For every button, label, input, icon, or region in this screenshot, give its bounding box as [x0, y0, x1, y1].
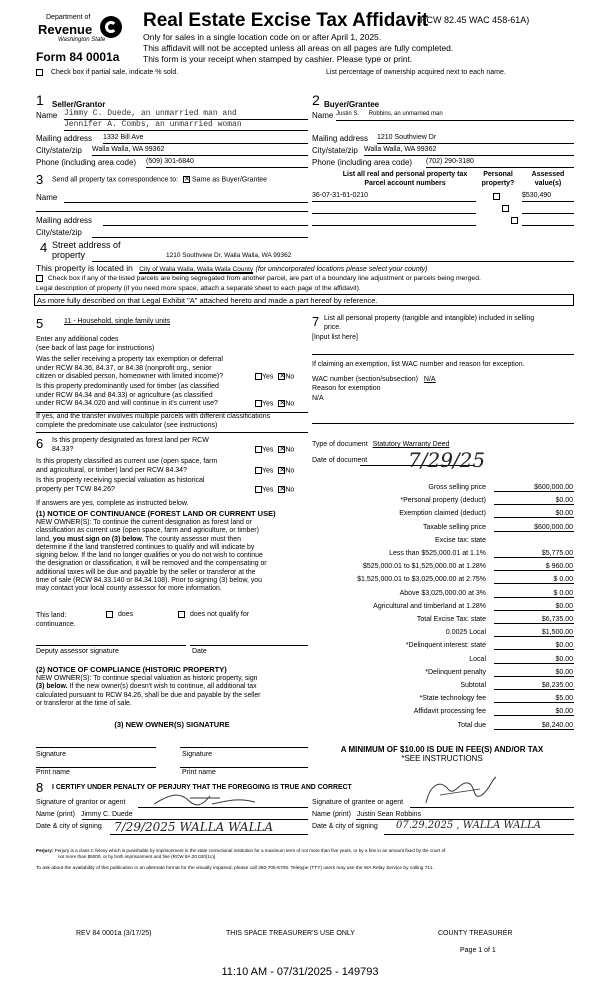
new-owner-print1[interactable]: [36, 762, 156, 768]
additional-codes-label2: (see back of last page for instructions): [36, 345, 155, 352]
buyer-num: 2: [312, 92, 320, 108]
reason-label: Reason for exemption: [312, 385, 381, 392]
located-field[interactable]: City of Walla Walla, Walla Walla County: [139, 266, 254, 273]
s6-q2-no-checkbox[interactable]: [278, 467, 285, 474]
same-as-buyer-checkbox[interactable]: [183, 176, 190, 183]
notice1-title: (1) NOTICE OF CONTINUANCE (FOREST LAND OR CURRENT USE): [36, 509, 276, 518]
doc-type-value[interactable]: Statutory Warranty Deed: [372, 441, 450, 448]
calc-row: [310, 669, 574, 681]
s6-q1-text: Is this property designated as forest land per RCW 84.33?: [52, 437, 209, 453]
land-label2: continuance.: [36, 621, 76, 628]
doc-date-label: Date of document: [312, 457, 368, 464]
seller-phone-field[interactable]: (509) 301-6840: [146, 158, 308, 168]
calc-row-value[interactable]: $6,735.00: [494, 616, 574, 624]
calc-row-label: Total due: [457, 721, 486, 729]
calc-row-label: *State technology fee: [419, 695, 486, 703]
calc-row-label: Subtotal: [460, 682, 486, 689]
s6-q3-text: Is this property receiving special valuation as historical property per TCW 84.26?: [36, 477, 205, 493]
calc-row-value[interactable]: $1,500.00: [494, 629, 574, 637]
assessed-header: Assessed value(s): [531, 171, 565, 187]
s6-q1-yes-checkbox[interactable]: [255, 446, 262, 453]
form-number: Form 84 0001a: [36, 50, 120, 64]
calc-row: [310, 708, 574, 720]
located-row: [36, 263, 428, 273]
s6-q2-answer: Yes ✕ No: [255, 467, 294, 474]
dept-line1: Department of: [46, 14, 91, 21]
grantee-name-value[interactable]: Justin Sean Robbins: [356, 811, 422, 818]
county-treasurer: COUNTY TREASURER: [438, 930, 513, 937]
seller-phone-label: Phone (including area code): [36, 158, 137, 167]
s5-q1-text: Was the seller receiving a property tax exemption or deferral under RCW 84.36, 84.37, or 84.38 (nonprofit org., senior citizen or disabled person, homeowner with limited income)?: [36, 356, 224, 380]
deputy-signature-field[interactable]: [36, 640, 186, 646]
property-address-field[interactable]: 1210 Southview Dr, Walla Walla, WA 99362: [92, 252, 574, 262]
grantor-date-line: [110, 833, 308, 835]
seller-num: 1: [36, 92, 44, 108]
wac-value[interactable]: N/A: [423, 376, 436, 383]
calc-row: [310, 484, 574, 496]
s6-q2-yes-checkbox[interactable]: [255, 467, 262, 474]
buyer-mail-field[interactable]: 1210 Southview Dr: [377, 134, 574, 144]
calc-row-value[interactable]: $5,775.00: [494, 550, 574, 558]
s6-q1-answer: Yes ✕ No: [255, 446, 294, 453]
calc-row-label: *Personal property (deduct): [400, 497, 486, 505]
treasurer-use: THIS SPACE TREASURER'S USE ONLY: [226, 930, 355, 937]
section3-mail-label: Mailing address: [36, 216, 93, 225]
buyer-phone-field[interactable]: (702) 290-3180: [426, 158, 574, 168]
parcel-field-3[interactable]: [312, 217, 476, 226]
calc-row-label: Agricultural and timberland at 1.28%: [373, 602, 486, 610]
calc-row: [310, 537, 574, 549]
seller-mail-field[interactable]: 1332 Bill Ave: [103, 134, 308, 144]
calc-row-value[interactable]: $5.00: [494, 695, 574, 703]
located-note: (for unincorporated locations please select your county): [255, 266, 428, 273]
reason-line: [312, 420, 574, 424]
grantor-date-value[interactable]: 7/29/2025 WALLA WALLA: [114, 820, 274, 834]
calc-row: [310, 590, 574, 602]
new-owner-print2[interactable]: [180, 762, 308, 768]
buyer-name-label: Name: [312, 111, 334, 120]
new-owner-sig1-label: Signature: [36, 751, 66, 758]
calc-row-label: Excise tax: state: [435, 536, 486, 544]
header-line2: This affidavit will not be accepted unless all areas on all pages are fully completed.: [143, 43, 454, 53]
section3-num: 3: [36, 172, 44, 187]
section3-mail-field[interactable]: [103, 216, 308, 226]
calc-row-value[interactable]: $ 0.00: [494, 590, 574, 598]
calc-row-label: Local: [469, 655, 486, 663]
section5-num: 5: [36, 316, 44, 331]
availability-notice: To ask about the availability of this publication in an alternate format for the visually impaired, please call 360-705-6705. Teletype (TTY) users may use the WA Relay Service by calling 711.: [36, 866, 434, 871]
section3-row: [52, 176, 267, 183]
s5-q2-text: Is this property predominantly used for timber (as classified under RCW 84.34 and 84.33) or agriculture (as classified under RCW 84.34.020 and will continue in it's current use?: [36, 383, 219, 407]
grantee-name-row: Name (print) Justin Sean Robbins: [312, 811, 422, 818]
partial-sale-row: [36, 69, 178, 76]
section4-label2: property: [52, 250, 86, 260]
s5-q2-no-checkbox[interactable]: [278, 400, 285, 407]
grantee-signature-image: [420, 775, 500, 809]
calc-row: [310, 695, 574, 707]
s5-q1-answer: Yes ✕ No: [255, 373, 294, 380]
additional-codes-label1: Enter any additional codes: [36, 336, 119, 343]
wac-label: WAC number (section/subsection): [312, 376, 418, 383]
header-line1: Only for sales in a single location code on or after April 1, 2025.: [143, 32, 382, 42]
grantor-name-row: Name (print) Jimmy C. Duede: [36, 811, 133, 818]
s7-text: List all personal property (tangible and intangible) included in selling price.: [324, 315, 535, 331]
doc-date-value[interactable]: 7/29/25: [408, 448, 486, 472]
calc-row: [310, 550, 574, 562]
seller-city-field[interactable]: Walla Walla, WA 99362: [92, 146, 308, 156]
s6-q3-yes-checkbox[interactable]: [255, 486, 262, 493]
notice1-body: NEW OWNER(S): To continue the current designation as forest land or classification as current use (open space, farm and agriculture, or timber) land, you must sign on (3) below. The county assessor must then determine if the land transferred continues to qualify and will indicate by signing below. If the land no longer qualifies or you do not wish to continue the designation or classification, it will be removed and the compensating or additional taxes will be due and payable by the seller or transferor at the time of sale (RCW 84.33.140 or 84.34.108). Prior to signing (3) below, you may contact your local county assessor for more information.: [36, 519, 267, 593]
land-does: does: [106, 611, 133, 618]
calc-row-label: Less than $525,000.01 at 1.1%: [389, 550, 486, 557]
legal-label: Legal description of property (if you need more space, attach a separate sheet to each page of the affidavit).: [36, 285, 361, 292]
calc-row: [310, 497, 574, 509]
reason-value[interactable]: N/A: [312, 395, 324, 402]
minimum-due-line2: *SEE INSTRUCTIONS: [401, 754, 483, 763]
section8-num: 8: [36, 780, 44, 795]
seller-name-line1[interactable]: Jimmy C. Duede, an unmarried man and: [64, 109, 308, 120]
doc-type-label: Type of document: [312, 441, 368, 448]
located-label: This property is located in: [36, 263, 133, 273]
header-line3: This form is your receipt when stamped by cashier. Please type or print.: [143, 54, 413, 64]
section3-name-label: Name: [36, 193, 58, 202]
calc-row: [310, 616, 574, 628]
calc-row-value[interactable]: $0.00: [494, 656, 574, 664]
personal-checkbox-1[interactable]: [493, 193, 500, 200]
calc-row-value[interactable]: $ 0.00: [494, 576, 574, 584]
form-rcw: (RCW 82.45 WAC 458-61A): [417, 15, 530, 25]
cashier-stamp: 11:10 AM - 07/31/2025 - 149793: [221, 966, 379, 978]
calc-row-label: Above $3,025,000.00 at 3%: [399, 589, 486, 597]
buyer-phone-label: Phone (including area code): [312, 158, 413, 167]
partial-sale-label: Check box if partial sale, indicate % sold.: [50, 69, 179, 77]
calc-row-label: $1,525,000.01 to $3,025,000.00 at 2.75%: [357, 576, 486, 584]
calc-row-value[interactable]: $0.00: [494, 510, 574, 518]
grantor-signature-image: [150, 790, 260, 810]
buyer-city-field[interactable]: Walla Walla, WA 99362: [364, 146, 574, 156]
section3-city-label: City/state/zip: [36, 228, 82, 237]
section3-city-field[interactable]: [92, 228, 308, 238]
section4-label1: Street address of: [52, 240, 121, 250]
new-owner-sig2-label: Signature: [182, 751, 212, 758]
calc-row-label: Taxable selling price: [422, 523, 486, 531]
buyer-name-field[interactable]: [336, 111, 574, 121]
section3-text: Send all property tax correspondence to:: [52, 176, 179, 184]
segregated-checkbox[interactable]: [36, 275, 43, 282]
s6-divider: [36, 432, 308, 433]
section4-num: 4: [40, 240, 48, 255]
seller-name-line2[interactable]: Jennifer A. Combs, an unmarried woman: [64, 120, 308, 131]
s5-q3-text: If yes, and the transfer involves multiple parcels with different classifications complete the predominate use calculator (see instructions): [36, 413, 271, 429]
calc-row-value[interactable]: $600,000.00: [494, 484, 574, 492]
calc-row: [310, 603, 574, 615]
dor-swirl-icon: [100, 16, 122, 38]
land-label1: This land:: [36, 612, 67, 619]
certify-text: I CERTIFY UNDER PENALTY OF PERJURY THAT THE FOREGOING IS TRUE AND CORRECT: [52, 784, 352, 791]
s5-q1-no-checkbox[interactable]: [278, 373, 285, 380]
section7-num: 7: [312, 314, 320, 329]
calc-row: [310, 576, 574, 588]
calc-row-label: Exemption claimed (deduct): [399, 510, 486, 518]
assessed-field-1[interactable]: $530,490: [522, 192, 574, 202]
use-code-field[interactable]: 11 - Household, single family units: [64, 318, 171, 325]
segregated-label: Check box if any of the listed parcels are being segregated from another parcel, are part of a boundary line adjustment or parcels being merged.: [47, 275, 481, 283]
calc-row-label: 0.0025 Local: [445, 629, 486, 637]
s6-q2-text: Is this property classified as current use (open space, farm and agricultural, or timber) land per RCW 84.34?: [36, 458, 218, 474]
assessed-field-2[interactable]: [522, 205, 574, 214]
wac-row: [312, 376, 436, 383]
buyer-name-part1: Justin S.: [336, 111, 360, 117]
notice2-title: (2) NOTICE OF COMPLIANCE (HISTORIC PROPERTY): [36, 665, 227, 674]
segregated-row: [36, 275, 481, 282]
calc-row-value[interactable]: $0.00: [494, 708, 574, 716]
new-owner-signature-title: (3) NEW OWNER(S) SIGNATURE: [114, 720, 230, 729]
revision-number: REV 84 0001a (3/17/25): [76, 930, 152, 937]
calc-row: [310, 682, 574, 694]
section3-name-field2[interactable]: [36, 204, 308, 212]
seller-mail-label: Mailing address: [36, 134, 93, 143]
calc-row: [310, 563, 574, 575]
seller-city-label: City/state/zip: [36, 146, 82, 155]
calc-row-value[interactable]: $ 960.00: [494, 563, 574, 571]
grantor-name-value[interactable]: Jimmy C. Duede: [80, 811, 133, 818]
grantee-date-line: [384, 833, 574, 835]
s5-q2-answer: Yes ✕ No: [255, 400, 294, 407]
new-owner-sig1[interactable]: [36, 742, 156, 748]
calc-row-label: $525,000.01 to $1,525,000.00 at 1.28%: [363, 563, 486, 571]
dept-line3: Washington State: [58, 37, 106, 43]
legal-description-box[interactable]: [34, 294, 574, 306]
seller-name-label: Name: [36, 111, 58, 120]
calc-row-value[interactable]: $0.00: [494, 642, 574, 650]
parcel-header: List all real and personal property tax Parcel account numbers: [342, 171, 468, 187]
wac-claim-label: If claiming an exemption, list WAC number and reason for exception.: [312, 361, 525, 368]
section6-num: 6: [36, 436, 44, 451]
s6-q3-no-checkbox[interactable]: [278, 486, 285, 493]
deputy-label: Deputy assessor signature: [36, 648, 119, 655]
new-owner-print2-label: Print name: [182, 769, 216, 776]
calc-row: [310, 629, 574, 641]
buyer-name-part2: Robbins, an unmarried man: [368, 111, 443, 117]
form-title: Real Estate Excise Tax Affidavit: [143, 10, 429, 31]
personal-checkbox-3[interactable]: [511, 217, 518, 224]
legal-description-text: As more fully described on that Legal Exhibit "A" attached hereto and made a part hereof by reference.: [37, 296, 378, 305]
calc-row: [310, 510, 574, 522]
calc-row: [310, 722, 574, 734]
ownership-note: List percentage of ownership acquired next to each name.: [326, 69, 506, 76]
calc-row-value[interactable]: $0.00: [494, 669, 574, 677]
grantor-sig-label: Signature of grantor or agent: [36, 799, 126, 806]
s6-if-yes: If answers are yes, complete as instructed below.: [36, 500, 189, 507]
calc-row-label: *Delinquent interest: state: [405, 642, 486, 650]
calc-row-label: *Delinquent penalty: [425, 668, 486, 676]
calc-row-value[interactable]: $0.00: [494, 497, 574, 505]
parcel-field-2[interactable]: [312, 205, 476, 214]
grantee-date-value[interactable]: 07.29.2025 , WALLA WALLA: [396, 820, 541, 831]
calc-row: [310, 524, 574, 536]
buyer-mail-label: Mailing address: [312, 134, 369, 143]
same-as-buyer-label: Same as Buyer/Grantee: [191, 176, 268, 184]
s5-q1-yes-checkbox[interactable]: [255, 373, 262, 380]
calc-row-value[interactable]: $8,235.00: [494, 682, 574, 690]
personal-property-input[interactable]: [Input list here]: [312, 334, 358, 341]
land-does-checkbox[interactable]: [106, 611, 113, 618]
new-owner-print1-label: Print name: [36, 769, 70, 776]
personal-checkbox-2[interactable]: [502, 205, 509, 212]
new-owner-sig2[interactable]: [180, 742, 308, 748]
page-number: Page 1 of 1: [460, 947, 496, 954]
s6-q1-no-checkbox[interactable]: [278, 446, 285, 453]
dor-logo: [36, 14, 126, 48]
assessed-field-3[interactable]: [522, 217, 574, 226]
dept-line2: Revenue: [38, 22, 93, 37]
calc-row: [310, 656, 574, 668]
land-does-not-checkbox[interactable]: [178, 611, 185, 618]
personal-property-line: [312, 345, 574, 355]
calc-row-value[interactable]: $600,000.00: [494, 524, 574, 532]
minimum-due-line1: A MINIMUM OF $10.00 IS DUE IN FEE(S) AND/OR TAX: [340, 745, 544, 754]
doc-type-row: [312, 441, 449, 448]
s5-divider: [36, 412, 308, 413]
land-does-not: does not qualify for: [178, 611, 249, 618]
calc-row-label: Total Excise Tax: state: [416, 616, 486, 623]
grantor-date-label: Date & city of signing: [36, 823, 102, 830]
perjury-notice: Perjury: Perjury is a class C felony which is punishable by imprisonment in the state correctional institution for a maximum term of not more than five years, or by a fine in an amount fixed by the court of not more than $5000, or by both imprisonment and fine (RCW 9A.20.020(1c)).: [36, 848, 446, 859]
grantee-sig-label: Signature of grantee or agent: [312, 799, 404, 806]
seller-heading: Seller/Grantor: [52, 100, 106, 109]
s5-q2-yes-checkbox[interactable]: [255, 400, 262, 407]
deputy-date-field[interactable]: [190, 640, 308, 646]
grantee-date-label: Date & city of signing: [312, 823, 378, 830]
calc-row-value[interactable]: $8,240.00: [494, 722, 574, 730]
calc-row-label: Gross selling price: [428, 484, 486, 491]
calc-row-value[interactable]: $0.00: [494, 603, 574, 611]
parcel-field-1[interactable]: 36-07-31-61-0210: [312, 192, 476, 202]
buyer-city-label: City/state/zip: [312, 146, 358, 155]
buyer-heading: Buyer/Grantee: [324, 100, 380, 109]
deputy-date-label: Date: [192, 648, 207, 655]
s6-q3-answer: Yes ✕ No: [255, 486, 294, 493]
personal-header: Personal property?: [481, 171, 515, 187]
section3-name-field[interactable]: [64, 193, 308, 203]
notice2-body: NEW OWNER(S): To continue special valuation as historic property, sign (3) below. If the new owner(s) doesn't wish to continue, all additional tax calculated pursuant to RCW 84.26, shall be due and payable by the seller or transferor at the time of sale.: [36, 675, 261, 707]
calc-row: [310, 642, 574, 654]
calc-row-label: Affidavit processing fee: [413, 708, 486, 716]
partial-sale-checkbox[interactable]: [36, 69, 43, 76]
